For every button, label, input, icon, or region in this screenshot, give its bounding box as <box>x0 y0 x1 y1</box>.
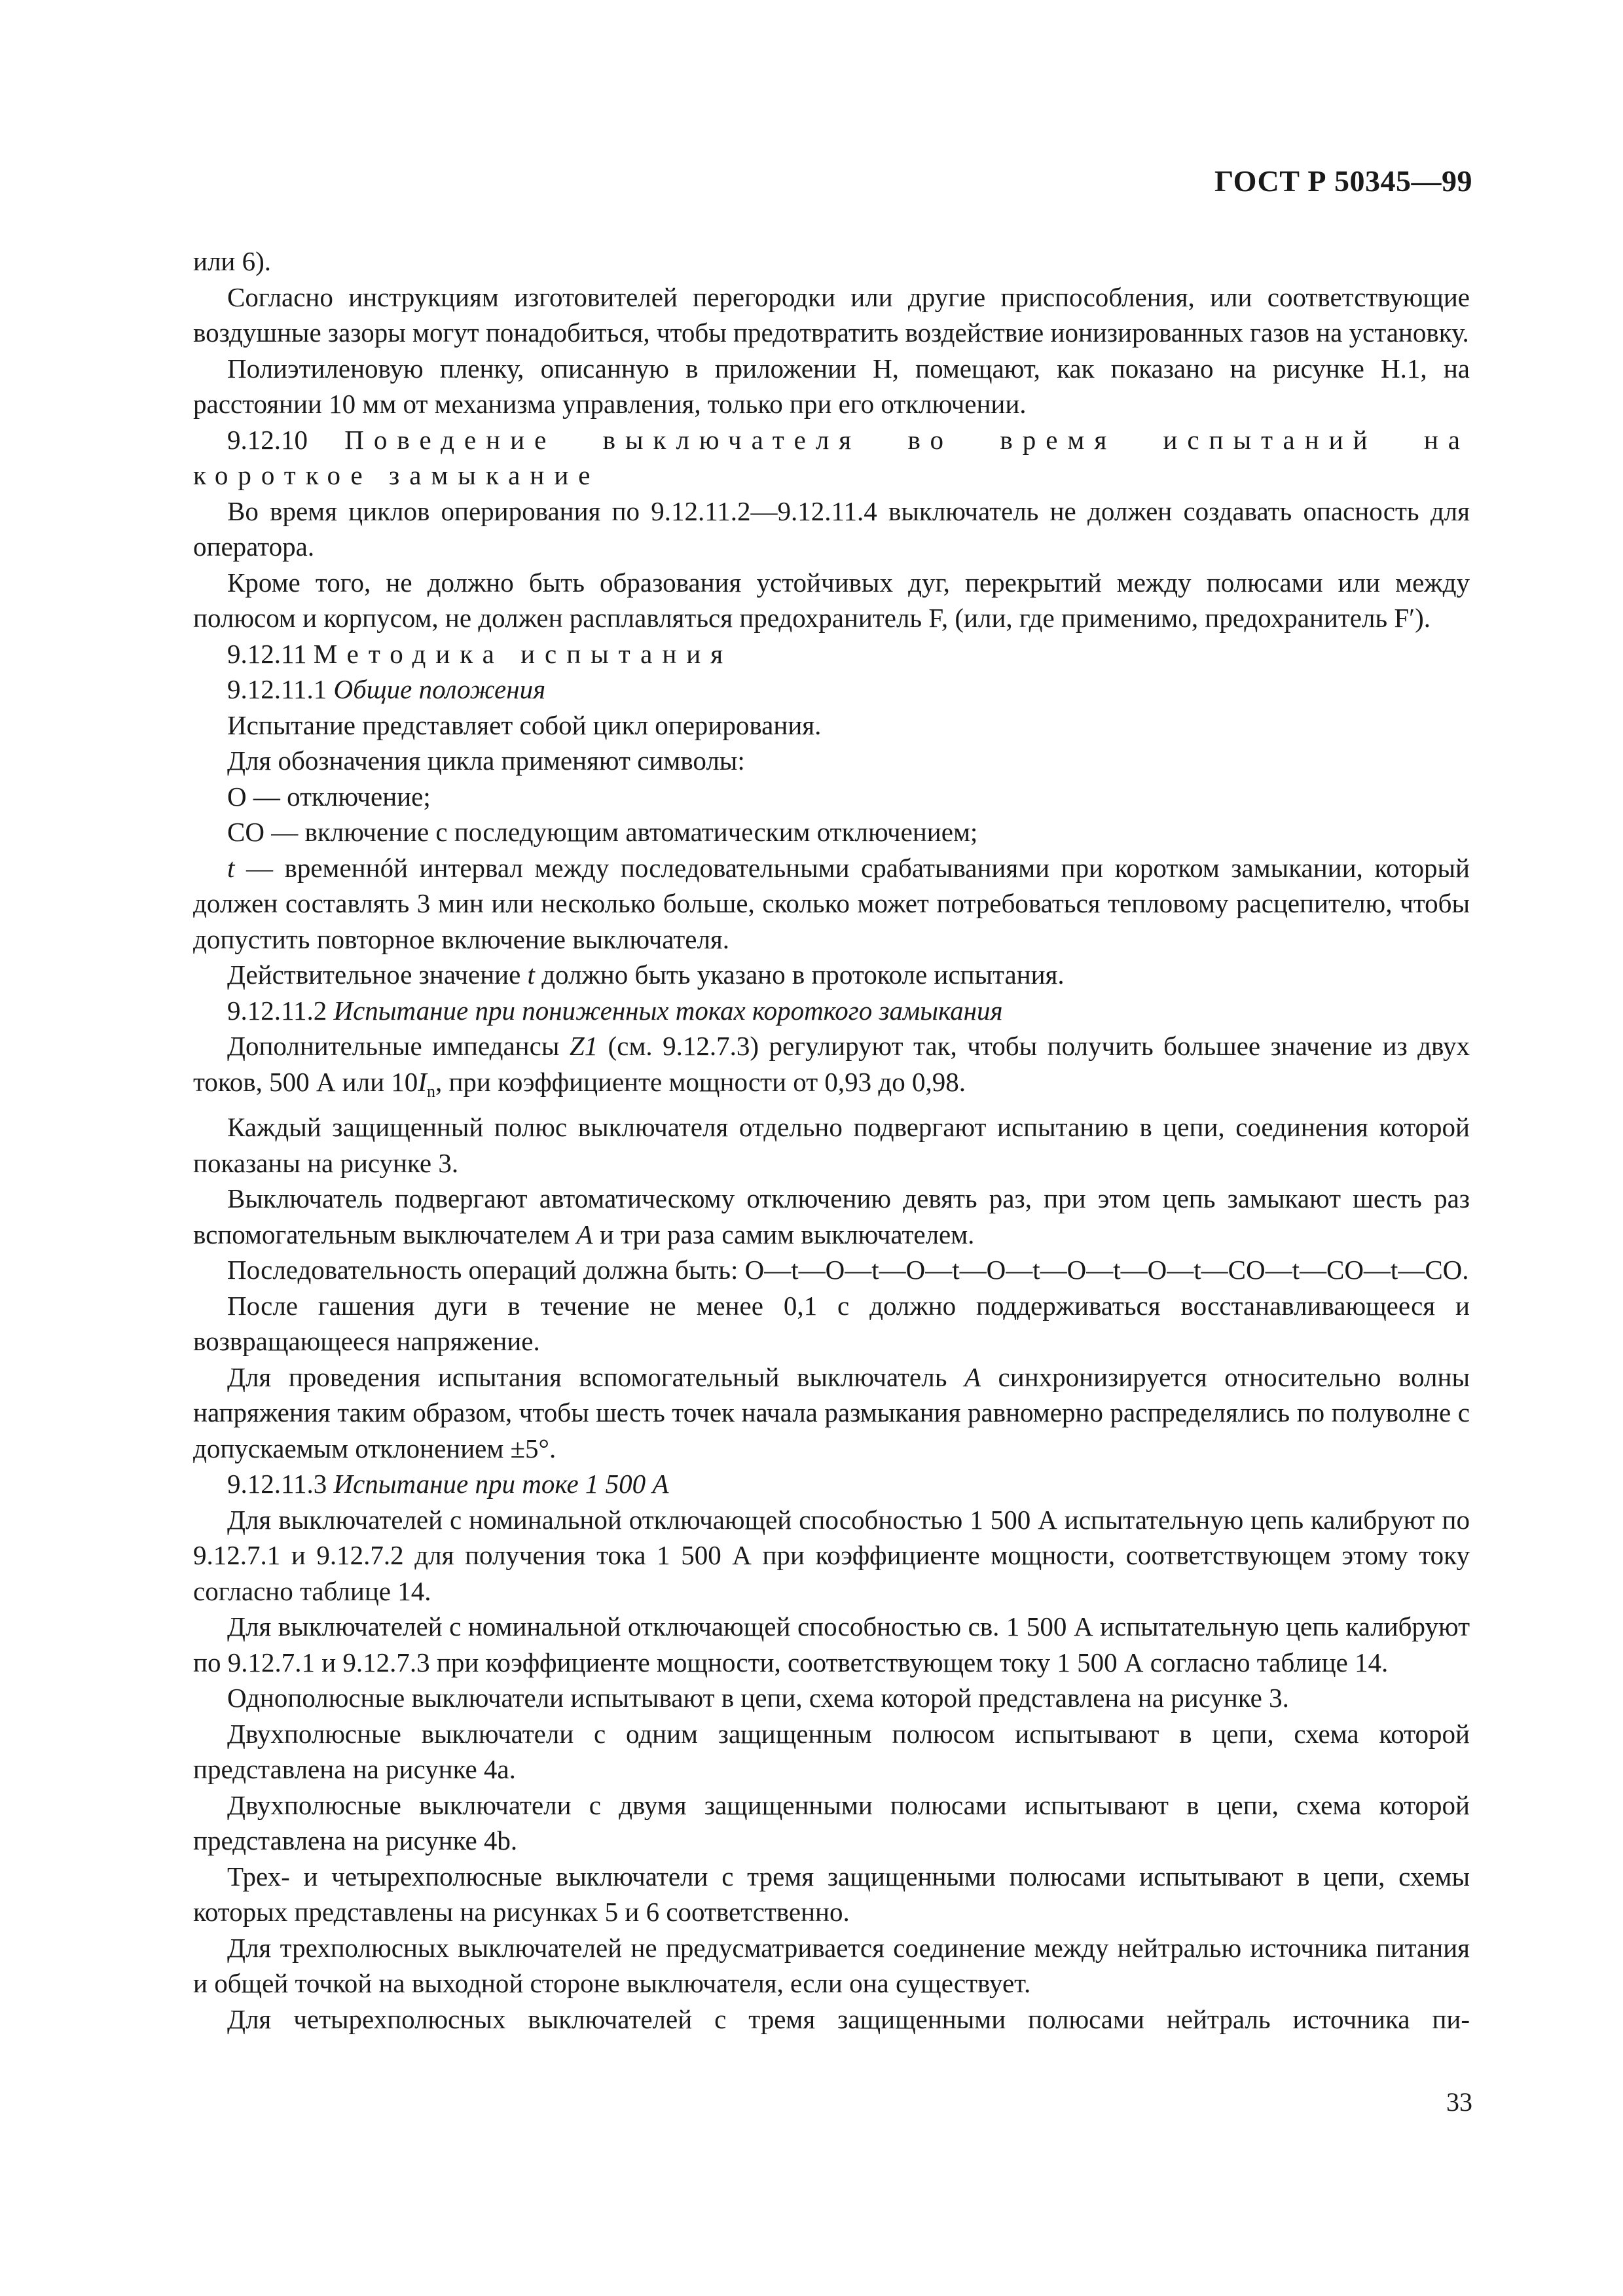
paragraph: Для трехполюсных выключателей не предусматривается соединение между нейтралью источника питания и общей точкой на выходной стороне выключателя, если она существует. <box>193 1932 1470 1999</box>
text: Выключатель подвергают автоматическому отключению девять раз, при этом цепь замыкают шесть раз вспомогательным выключателем <box>193 1183 1470 1249</box>
paragraph: О — отключение; <box>227 781 431 812</box>
symbol: А <box>576 1219 593 1249</box>
paragraph <box>193 1181 1470 1252</box>
document-header: ГОСТ Р 50345—99 <box>1214 164 1472 198</box>
section-heading <box>193 636 1470 672</box>
paragraph: Кроме того, не должно быть образования устойчивых дуг, перекрытий между полюсами или между полюсом и корпусом, не должен расплавляться предохранитель F, (или, где применимо, предохранитель F′). <box>193 567 1470 633</box>
text: (см. 9.12.7.3) регулируют так, чтобы получить большее значение из двух токов, 500 А или 10 <box>193 1031 1470 1097</box>
paragraph: СО — включение с последующим автоматическим отключением; <box>227 817 978 847</box>
section-heading <box>193 993 1470 1029</box>
paragraph: Для четырехполюсных выключателей с тремя защищенными полюсами нейтраль источника пи- <box>227 2003 1470 2034</box>
section-title: Испытание при пониженных токах короткого замыкания <box>333 995 1003 1026</box>
paragraph: или 6). <box>193 246 271 276</box>
paragraph <box>193 850 1470 958</box>
paragraph: Двухполюсные выключатели с одним защищенным полюсом испытывают в цепи, схема которой представлена на рисунке 4а. <box>193 1718 1470 1785</box>
paragraph: После гашения дуги в течение не менее 0,1 с должно поддерживаться восстанавливающееся и возвращающееся напряжение. <box>193 1290 1470 1357</box>
paragraph <box>193 1028 1470 1109</box>
text: — временнóй интервал между последовательными срабатываниями при коротком замыкании, который должен составлять 3 мин или несколько больше, сколько может потребоваться тепловому расцепителю, чтобы допустить повторное включение выключателя. <box>193 852 1470 954</box>
text: синхронизируется относительно волны напряжения таким образом, чтобы шесть точек начала размыкания равномерно распределялись по полуволне с допускаемым отклонением ±5°. <box>193 1361 1470 1463</box>
paragraph: Во время циклов оперирования по 9.12.11.2—9.12.11.4 выключатель не должен создавать опасность для оператора. <box>193 495 1470 562</box>
page-number: 33 <box>1446 2087 1472 2117</box>
symbol: t <box>527 960 535 990</box>
section-number: 9.12.11.3 <box>227 1469 327 1499</box>
paragraph: Для выключателей с номинальной отключающей способностью св. 1 500 А испытательную цепь калибруют по 9.12.7.1 и 9.12.7.3 при коэффициенте мощности, соответствующем току 1 500 А согласно таблице 14. <box>193 1611 1470 1677</box>
section-title: Общие положения <box>333 674 546 704</box>
text: Для проведения испытания вспомогательный выключатель <box>227 1361 964 1392</box>
paragraph: Однополюсные выключатели испытывают в цепи, схема которой представлена на рисунке 3. <box>227 1683 1289 1713</box>
paragraph: Двухполюсные выключатели с двумя защищенными полюсами испытывают в цепи, схема которой представлена на рисунке 4b. <box>193 1789 1470 1856</box>
section-number: 9.12.11 <box>227 638 307 669</box>
section-heading <box>193 672 1470 708</box>
paragraph: Испытание представляет собой цикл оперирования. <box>227 709 822 740</box>
paragraph: Последовательность операций должна быть: O—t—O—t—O—t—O—t—O—t—O—t—CO—t—CO—t—CO. <box>227 1255 1469 1285</box>
section-title: Поведение выключателя во время испытаний на короткое замыкание <box>193 424 1470 490</box>
paragraph: Каждый защищенный полюс выключателя отдельно подвергают испытанию в цепи, соединения которой показаны на рисунке 3. <box>193 1112 1470 1178</box>
section-number: 9.12.10 <box>227 424 308 455</box>
text: и три раза самим выключателем. <box>593 1219 975 1249</box>
text: Дополнительные импедансы <box>227 1031 570 1061</box>
paragraph <box>193 957 1470 993</box>
text: , при коэффициенте мощности от 0,93 до 0,98. <box>435 1066 966 1097</box>
paragraph <box>193 1359 1470 1467</box>
symbol: А <box>964 1361 981 1392</box>
section-number: 9.12.11.1 <box>227 674 327 704</box>
text: Действительное значение <box>227 960 528 990</box>
paragraph: Для выключателей с номинальной отключающей способностью 1 500 А испытательную цепь калибруют по 9.12.7.1 и 9.12.7.2 для получения тока 1 500 А при коэффициенте мощности, соответствующем этому току согласно таблице 14. <box>193 1504 1470 1606</box>
symbol: Z1 <box>569 1031 598 1061</box>
page-body <box>193 243 1470 2037</box>
subscript: n <box>426 1081 435 1101</box>
section-title: Испытание при токе 1 500 А <box>333 1469 669 1499</box>
section-title: Методика испытания <box>313 638 733 669</box>
paragraph: Для обозначения цикла применяют символы: <box>227 745 745 776</box>
paragraph: Согласно инструкциям изготовителей перегородки или другие приспособления, или соответствующие воздушные зазоры могут понадобиться, чтобы предотвратить воздействие ионизированных газов на установку. <box>193 281 1470 348</box>
section-heading <box>193 1466 1470 1502</box>
text: должно быть указано в протоколе испытания. <box>534 960 1065 990</box>
symbol: t <box>227 852 235 883</box>
symbol: I <box>418 1066 427 1097</box>
section-heading <box>193 422 1470 493</box>
section-number: 9.12.11.2 <box>227 995 327 1026</box>
paragraph: Полиэтиленовую пленку, описанную в приложении Н, помещают, как показано на рисунке Н.1, на расстоянии 10 мм от механизма управления, только при его отключении. <box>193 353 1470 419</box>
paragraph: Трех- и четырехполюсные выключатели с тремя защищенными полюсами испытывают в цепи, схемы которых представлены на рисунках 5 и 6 соответственно. <box>193 1861 1470 1928</box>
